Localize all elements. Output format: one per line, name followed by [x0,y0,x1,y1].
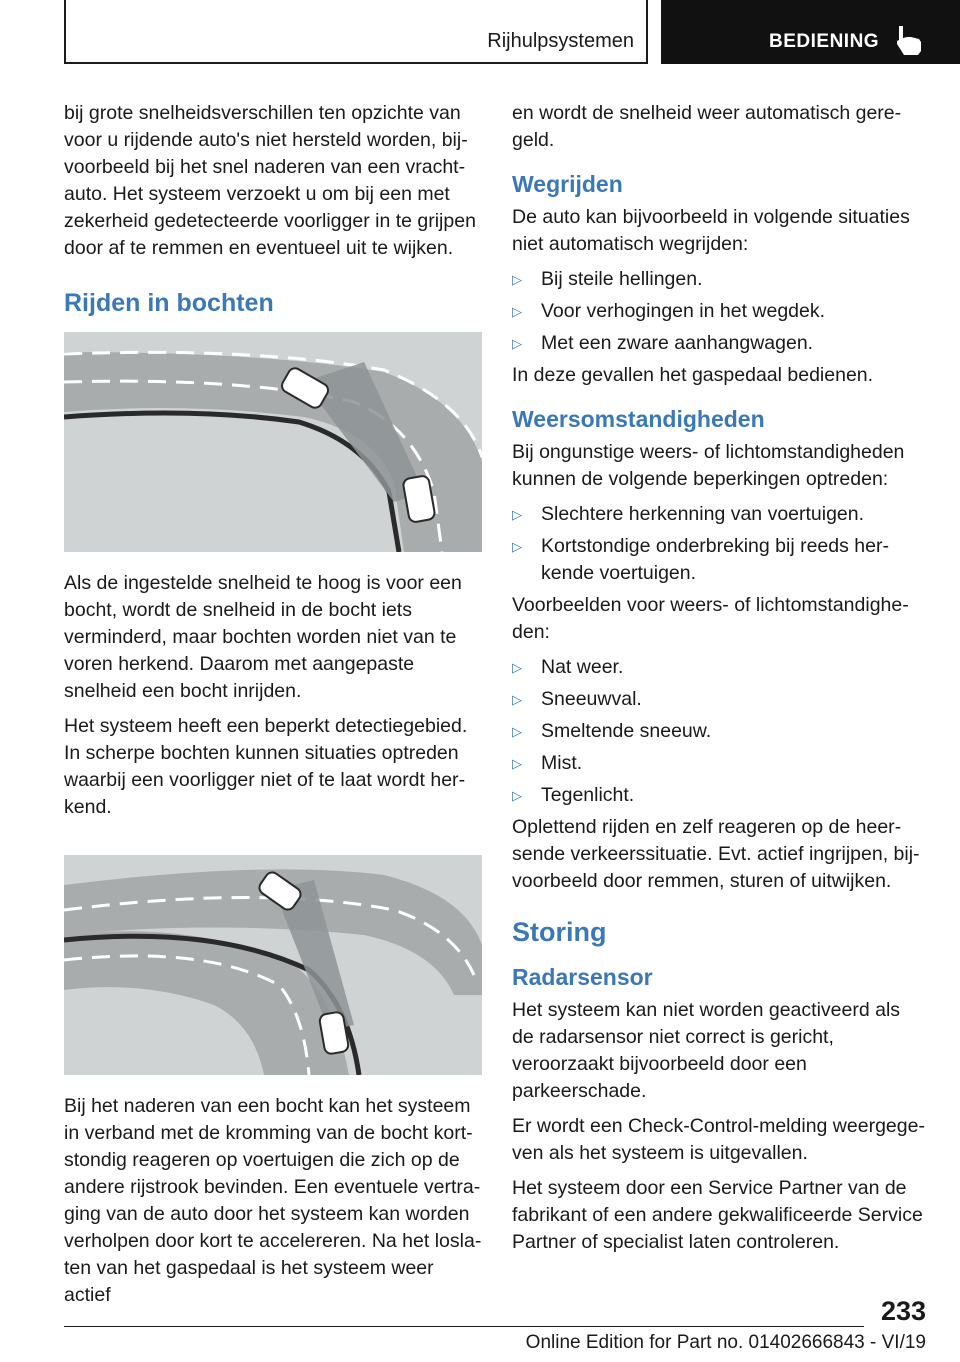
footer-edition: Online Edition for Part no. 01402666843 - VI/19 [525,1332,926,1353]
page-number: 233 [880,1296,926,1326]
heading-curves: Rijden in bochten [64,289,274,317]
weather-text: Bij ongunstige weers- of lichtomstandigheden kunnen de volgende beperkingen optreden: [512,441,905,490]
header-chapter-title: BEDIENING [769,31,880,52]
heading-fault: Storing [512,917,607,947]
header-section-title: Rijhulpsystemen [487,30,634,52]
list-item: ▷ Mist. [512,750,926,777]
triangle-bullet-icon: ▷ [512,304,522,319]
curve-illustration-2 [64,855,482,1075]
list-item: ▷ Nat weer. [512,654,926,681]
continuation-paragraph: en wordt de snelheid weer automatisch geregeld. [512,102,902,151]
drive-off-after: In deze gevallen het gaspedaal bedienen. [512,364,874,386]
list-item: ▷ Tegenlicht. [512,782,926,809]
left-column [64,100,482,1317]
weather-after: Oplettend rijden en zelf reageren op de heersende verkeerssituatie. Evt. actief ingrijpen, bijvoorbeeld door remmen, sturen of uitwijken. [512,816,920,892]
intro-paragraph: bij grote snelheidsverschillen ten opzichte van voor u rijdende auto's niet hersteld worden, bijvoorbeeld bij het snel naderen van een vrachtauto. Het systeem verzoekt u om bij een met zekerheid gedetecteerde voorligger in te grijpen door af te remmen en eventueel uit te wijken. [64,102,476,259]
paragraph-detection-area: Het systeem heeft een beperkt detectiegebied. In scherpe bochten kunnen situaties optreden waarbij een voorligger niet of te laat wordt herkend. [64,715,468,818]
triangle-bullet-icon: ▷ [512,336,522,351]
footer-divider [64,1326,864,1327]
header-section-box [64,0,648,64]
list-item: ▷ Voor verhogingen in het wegdek. [512,298,926,325]
triangle-bullet-icon: ▷ [512,756,522,771]
drive-off-text: De auto kan bijvoorbeeld in volgende situaties niet automatisch wegrijden: [512,206,910,255]
list-item: ▷ Met een zware aanhangwagen. [512,330,926,357]
list-item: ▷ Bij steile hellingen. [512,266,926,293]
heading-drive-off: Wegrijden [512,171,623,197]
triangle-bullet-icon: ▷ [512,272,522,287]
triangle-bullet-icon: ▷ [512,507,522,522]
header-chapter-box [661,0,960,64]
list-item: ▷ Sneeuwval. [512,686,926,713]
list-item: ▷ Slechtere herkenning van voertuigen. [512,501,926,528]
triangle-bullet-icon: ▷ [512,660,522,675]
paragraph-approach-curve: Bij het naderen van een bocht kan het systeem in verband met de kromming van de bocht kortstondig reageren op voertuigen die zich op de andere rijstrook bevinden. Een eventuele vertraging van de auto door het systeem kan worden verholpen door kort te accelereren. Na het loslaten van het gaspedaal is het systeem weer actief [64,1095,482,1306]
radar-paragraph-3: Het systeem door een Service Partner van de fabrikant of een andere gekwalificeerde Service Partner of specialist laten controleren. [512,1177,923,1253]
list-item: ▷ Smeltende sneeuw. [512,718,926,745]
radar-paragraph-2: Er wordt een Check-Control-melding weergegeven als het systeem is uitgevallen. [512,1115,925,1164]
right-column [512,100,926,1264]
triangle-bullet-icon: ▷ [512,724,522,739]
weather-list [512,501,926,587]
triangle-bullet-icon: ▷ [512,692,522,707]
triangle-bullet-icon: ▷ [512,539,522,554]
heading-weather: Weersomstandigheden [512,406,765,432]
drive-off-list [512,266,926,357]
paragraph-speed-curve: Als de ingestelde snelheid te hoog is voor een bocht, wordt de snelheid in de bocht iets verminderd, maar bochten worden niet van te voren herkend. Daarom met aangepaste snelheid een bocht inrijden. [64,572,462,702]
pointing-hand-icon [893,24,927,56]
radar-paragraph-1: Het systeem kan niet worden geactiveerd als de radarsensor niet correct is gericht, veroorzaakt bijvoorbeeld door een parkeerschade. [512,999,901,1102]
list-item: ▷ Kortstondige onderbreking bij reeds herkende voertuigen. [512,535,889,584]
heading-radar: Radarsensor [512,964,653,990]
triangle-bullet-icon: ▷ [512,788,522,803]
weather-examples: Voorbeelden voor weers- of lichtomstandigheden: [512,594,909,643]
example-list [512,654,926,809]
curve-illustration-1 [64,332,482,552]
